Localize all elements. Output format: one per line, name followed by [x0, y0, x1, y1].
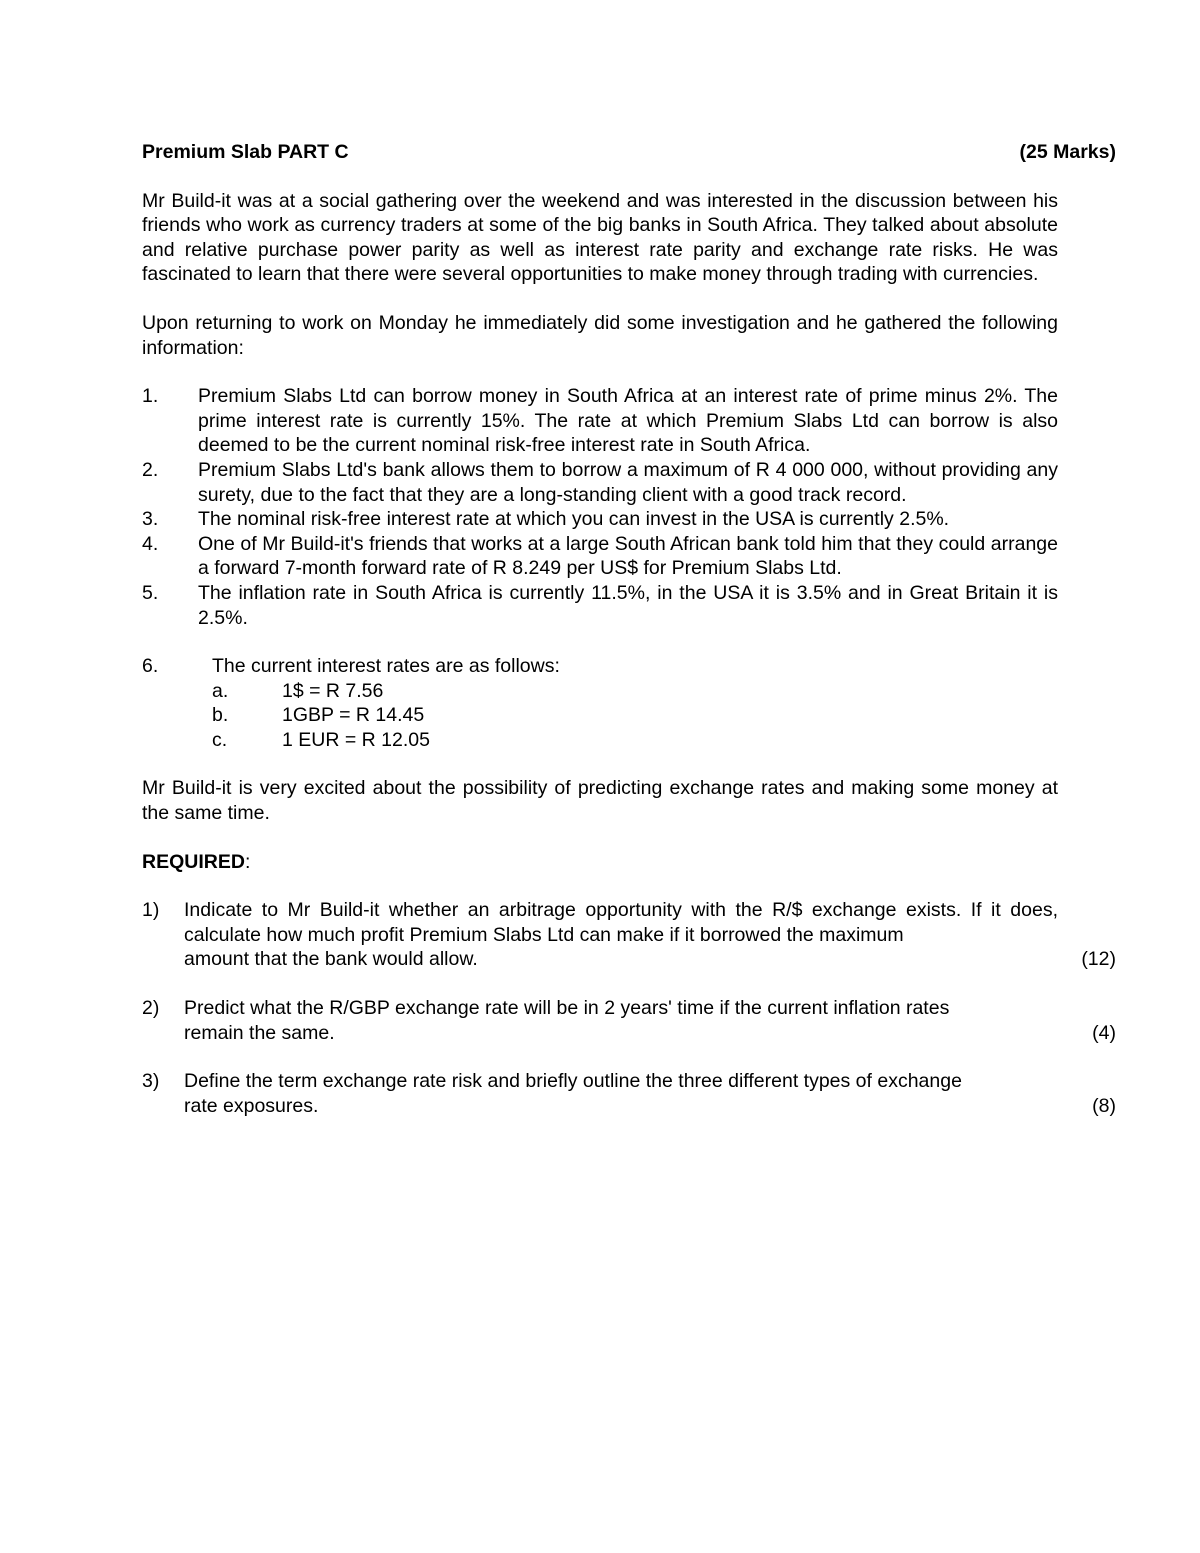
sub-item-text: 1$ = R 7.56	[282, 679, 384, 702]
list-item-text: The nominal risk-free interest rate at which you can invest in the USA is currently 2.5%.	[198, 508, 950, 531]
question-text: Indicate to Mr Build-it whether an arbitrage opportunity with the R/$ exchange exists. If it does, calculate how much profit Premium Slabs Ltd can make if it borrowed the maximum	[184, 899, 1058, 946]
question-body	[184, 1069, 1116, 1118]
sub-item	[142, 728, 1058, 753]
question-1	[142, 898, 1116, 972]
list-item-number: 4.	[142, 532, 159, 555]
section-title: Premium Slab PART C	[142, 141, 349, 163]
required-label: REQUIRED	[142, 850, 245, 873]
question-3	[142, 1069, 1116, 1118]
closing-paragraph: Mr Build-it is very excited about the possibility of predicting exchange rates and making some money at the same time.	[142, 777, 1058, 825]
section-heading	[142, 140, 1116, 165]
list-item-text: Premium Slabs Ltd can borrow money in South Africa at an interest rate of prime minus 2%. The prime interest rate is currently 15%. The rate at which Premium Slabs Ltd can borrow is also deemed to be the current nominal risk-free interest rate in South Africa.	[198, 385, 1058, 457]
investigation-paragraph: Upon returning to work on Monday he immediately did some investigation and he gathered the following information:	[142, 311, 1058, 359]
list-item-text: The inflation rate in South Africa is currently 11.5%, in the USA it is 3.5% and in Great Britain it is 2.5%.	[198, 581, 1058, 629]
list-item-number: 5.	[142, 581, 159, 604]
list-item	[142, 581, 1058, 630]
question-last-line	[184, 1021, 1116, 1046]
sub-item	[142, 679, 1058, 704]
sub-item-letter: a.	[212, 679, 229, 702]
question-text: Predict what the R/GBP exchange rate will be in 2 years' time if the current inflation rates	[184, 997, 950, 1020]
question-number: 3)	[142, 1070, 160, 1093]
question-marks: (8)	[1092, 1094, 1116, 1117]
list-item	[142, 532, 1058, 581]
question-marks: (4)	[1092, 1021, 1116, 1044]
question-number: 1)	[142, 899, 160, 922]
question-body	[184, 996, 1116, 1045]
total-marks: (25 Marks)	[1019, 141, 1116, 163]
list-item-number: 6.	[142, 655, 159, 678]
info-list	[142, 384, 1058, 630]
list-item	[142, 384, 1058, 458]
list-item-number: 2.	[142, 458, 159, 481]
question-2	[142, 996, 1116, 1045]
question-last-line	[184, 1094, 1116, 1119]
list-item-number: 1.	[142, 385, 159, 408]
sub-item-letter: c.	[212, 728, 228, 751]
list-item	[142, 507, 1058, 532]
question-marks: (12)	[1081, 948, 1116, 971]
question-body	[184, 898, 1116, 972]
question-text-end: remain the same.	[184, 1021, 335, 1044]
required-colon: :	[244, 850, 251, 873]
required-heading	[142, 850, 1058, 875]
question-number: 2)	[142, 997, 160, 1020]
sub-item-letter: b.	[212, 704, 229, 727]
sub-item-text: 1 EUR = R 12.05	[282, 728, 430, 751]
list-item-text: One of Mr Build-it's friends that works at a large South African bank told him that they could arrange a forward 7-month forward rate of R 8.249 per US$ for Premium Slabs Ltd.	[198, 532, 1058, 580]
document-page	[142, 140, 1116, 1118]
question-text-end: amount that the bank would allow.	[184, 948, 478, 971]
list-item-text: The current interest rates are as follows:	[212, 655, 560, 678]
sub-item-text: 1GBP = R 14.45	[282, 704, 425, 727]
list-item-exchange-rates	[142, 654, 1058, 679]
question-last-line	[184, 947, 1116, 972]
question-text-end: rate exposures.	[184, 1094, 319, 1117]
intro-paragraph: Mr Build-it was at a social gathering over the weekend and was interested in the discussion between his friends who work as currency traders at some of the big banks in South Africa. They talked about absolute and relative purchase power parity as well as interest rate parity and exchange rate risks. He was fascinated to learn that there were several opportunities to make money through trading with currencies.	[142, 189, 1058, 286]
list-item	[142, 458, 1058, 507]
list-item-text: Premium Slabs Ltd's bank allows them to borrow a maximum of R 4 000 000, without providing any surety, due to the fact that they are a long-standing client with a good track record.	[198, 458, 1058, 506]
list-item-number: 3.	[142, 508, 159, 531]
sub-item	[142, 703, 1058, 728]
question-text: Define the term exchange rate risk and briefly outline the three different types of exchange	[184, 1070, 962, 1093]
